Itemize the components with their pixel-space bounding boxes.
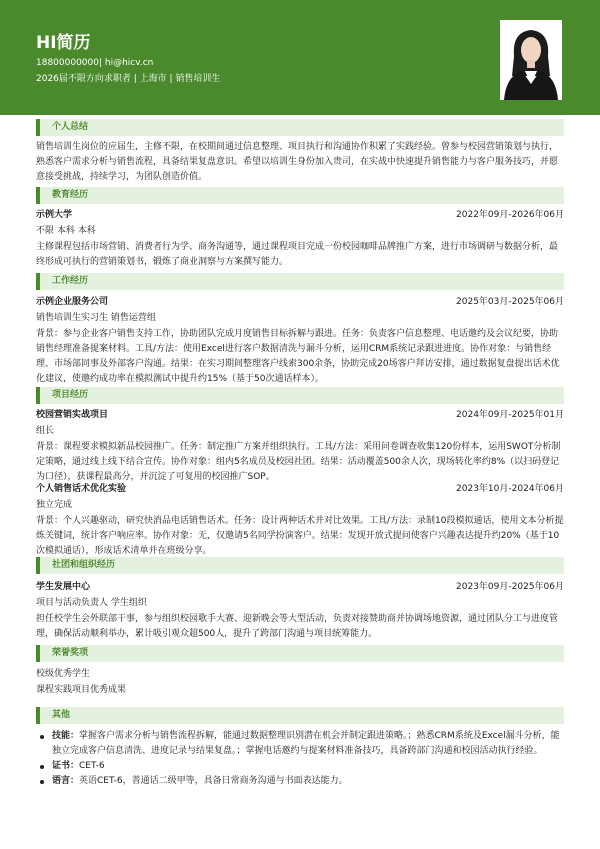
other-item-text: CET-6 — [79, 761, 105, 771]
other-item-languages — [36, 774, 564, 789]
other-item-label: 技能： — [52, 731, 80, 741]
other-item-text: 掌握客户需求分析与销售流程拆解，能通过数据整理识别潜在机会并制定跟进策略。；熟悉CRM系统及Excel漏斗分析，能独立完成客户信息清洗、进度记录与结果复盘。；掌握电话邀约与提案材料准备技巧，具备跨部门沟通和校园活动执行经验。 — [52, 731, 560, 756]
section-summary — [36, 119, 564, 136]
section-work — [36, 273, 564, 290]
school-name: 示例大学 — [36, 210, 73, 220]
project-entry — [36, 482, 564, 497]
project-desc: 背景：课程要求模拟新品校园推广。任务：制定推广方案并组织执行。工具/方法：采用问卷调查收集120份样本，运用SWOT分析制定策略，通过线上线下结合宣传。协作对象：组内5名成员及校园社团。结果：活动覆盖500余人次，现场转化率约8%（以扫码登记为口径），获课程最高分，并沉淀了可复用的校园推广SOP。 — [36, 442, 561, 482]
campus-role: 项目与活动负责人 学生组织 — [36, 598, 147, 608]
work-date: 2025年03月-2025年06月 — [456, 297, 564, 307]
contact-info: 18800000000| hi@hicv.cn — [36, 58, 154, 68]
section-title-other: 其他 — [52, 710, 71, 720]
company-name: 示例企业服务公司 — [36, 297, 109, 307]
resume-name: HI简历 — [36, 33, 91, 53]
project-role: 独立完成 — [36, 500, 73, 510]
work-role: 销售培训生实习生 销售运营组 — [36, 313, 156, 323]
section-title-campus: 社团和组织经历 — [52, 560, 116, 570]
campus-date: 2023年09月-2025年06月 — [456, 582, 564, 592]
education-entry — [36, 208, 564, 223]
section-other — [36, 707, 564, 724]
project-date: 2024年09月-2025年01月 — [456, 410, 564, 420]
other-item-skills — [36, 729, 564, 759]
resume-header — [0, 0, 600, 115]
other-item-certificates — [36, 759, 564, 774]
job-intent: 2026届不限方向求职者 | 上海市 | 销售培训生 — [36, 74, 221, 84]
project-role: 组长 — [36, 426, 55, 436]
org-name: 学生发展中心 — [36, 582, 91, 592]
section-title-education: 教育经历 — [52, 190, 89, 200]
bullet-dot-icon — [40, 765, 44, 769]
project-name: 个人销售话术优化实验 — [36, 484, 127, 494]
other-item-label: 语言： — [52, 776, 80, 786]
education-date: 2022年09月-2026年06月 — [456, 210, 564, 220]
section-education — [36, 187, 564, 204]
education-major: 不限 本科 本科 — [36, 226, 96, 236]
award-item: 课程实践项目优秀成果 — [36, 685, 127, 695]
section-projects — [36, 387, 564, 404]
award-item: 校级优秀学生 — [36, 669, 91, 679]
campus-entry — [36, 580, 564, 595]
project-date: 2023年10月-2024年06月 — [456, 484, 564, 494]
section-title-awards: 荣誉奖项 — [52, 648, 89, 658]
education-desc: 主修课程包括市场营销、消费者行为学、商务沟通等，通过课程项目完成一份校园咖啡品牌推广方案，进行市场调研与数据分析，最终形成可执行的营销策划书，锻炼了商业洞察与方案撰写能力。 — [36, 242, 559, 267]
section-awards — [36, 645, 564, 662]
project-entry — [36, 408, 564, 423]
section-campus — [36, 557, 564, 574]
project-name: 校园营销实战项目 — [36, 410, 109, 420]
bullet-dot-icon — [40, 780, 44, 784]
section-title-work: 工作经历 — [52, 276, 89, 286]
other-item-label: 证书： — [52, 761, 80, 771]
work-entry — [36, 295, 564, 310]
summary-text: 销售培训生岗位的应届生，主修不限，在校期间通过信息整理、项目执行和沟通协作积累了实践经验。曾参与校园营销策划与执行，熟悉客户需求分析与销售流程，具备结果复盘意识。希望以培训生身份加入贵司，在实战中快速提升销售能力与客户服务技巧，并愿意接受挑战，持续学习，为团队创造价值。 — [36, 142, 559, 182]
other-list — [36, 729, 564, 789]
campus-desc: 担任校学生会外联部干事，参与组织校园歌手大赛、迎新晚会等大型活动，负责对接赞助商并协调场地资源，通过团队分工与进度管理，确保活动顺利举办，累计吸引观众超500人，提升了跨部门沟通与项目统筹能力。 — [36, 614, 559, 639]
other-item-text: 英语CET-6，普通话二级甲等，具备日常商务沟通与书面表达能力。 — [79, 776, 348, 786]
bullet-dot-icon — [40, 735, 44, 739]
avatar — [500, 20, 562, 100]
section-title-summary: 个人总结 — [52, 122, 89, 132]
section-title-projects: 项目经历 — [52, 390, 89, 400]
work-desc: 背景：参与企业客户销售支持工作，协助团队完成月度销售目标拆解与跟进。任务：负责客户信息整理、电话邀约及会议纪要，协助销售经理准备提案材料。工具/方法：使用Excel进行客户数据清洗与漏斗分析，运用CRM系统记录跟进进度。协作对象：与销售经理、市场部同事及外部客户沟通。结果：在实习期间整理客户线索300余条，协助完成20场客户拜访安排，通过数据复盘提出话术优化建议，使邀约成功率在模拟测试中提升约15%（基于50次通话样本）。 — [36, 329, 560, 384]
project-desc: 背景：个人兴趣驱动，研究快消品电话销售话术。任务：设计两种话术并对比效果。工具/方法：录制10段模拟通话，使用文本分析提炼关键词，统计客户响应率。协作对象：无，仅邀请5名同学扮演客户。结果：发现开放式提问使客户兴趣表达提升约20%（基于10次模拟通话），形成话术清单并在班级分享。 — [36, 516, 564, 556]
